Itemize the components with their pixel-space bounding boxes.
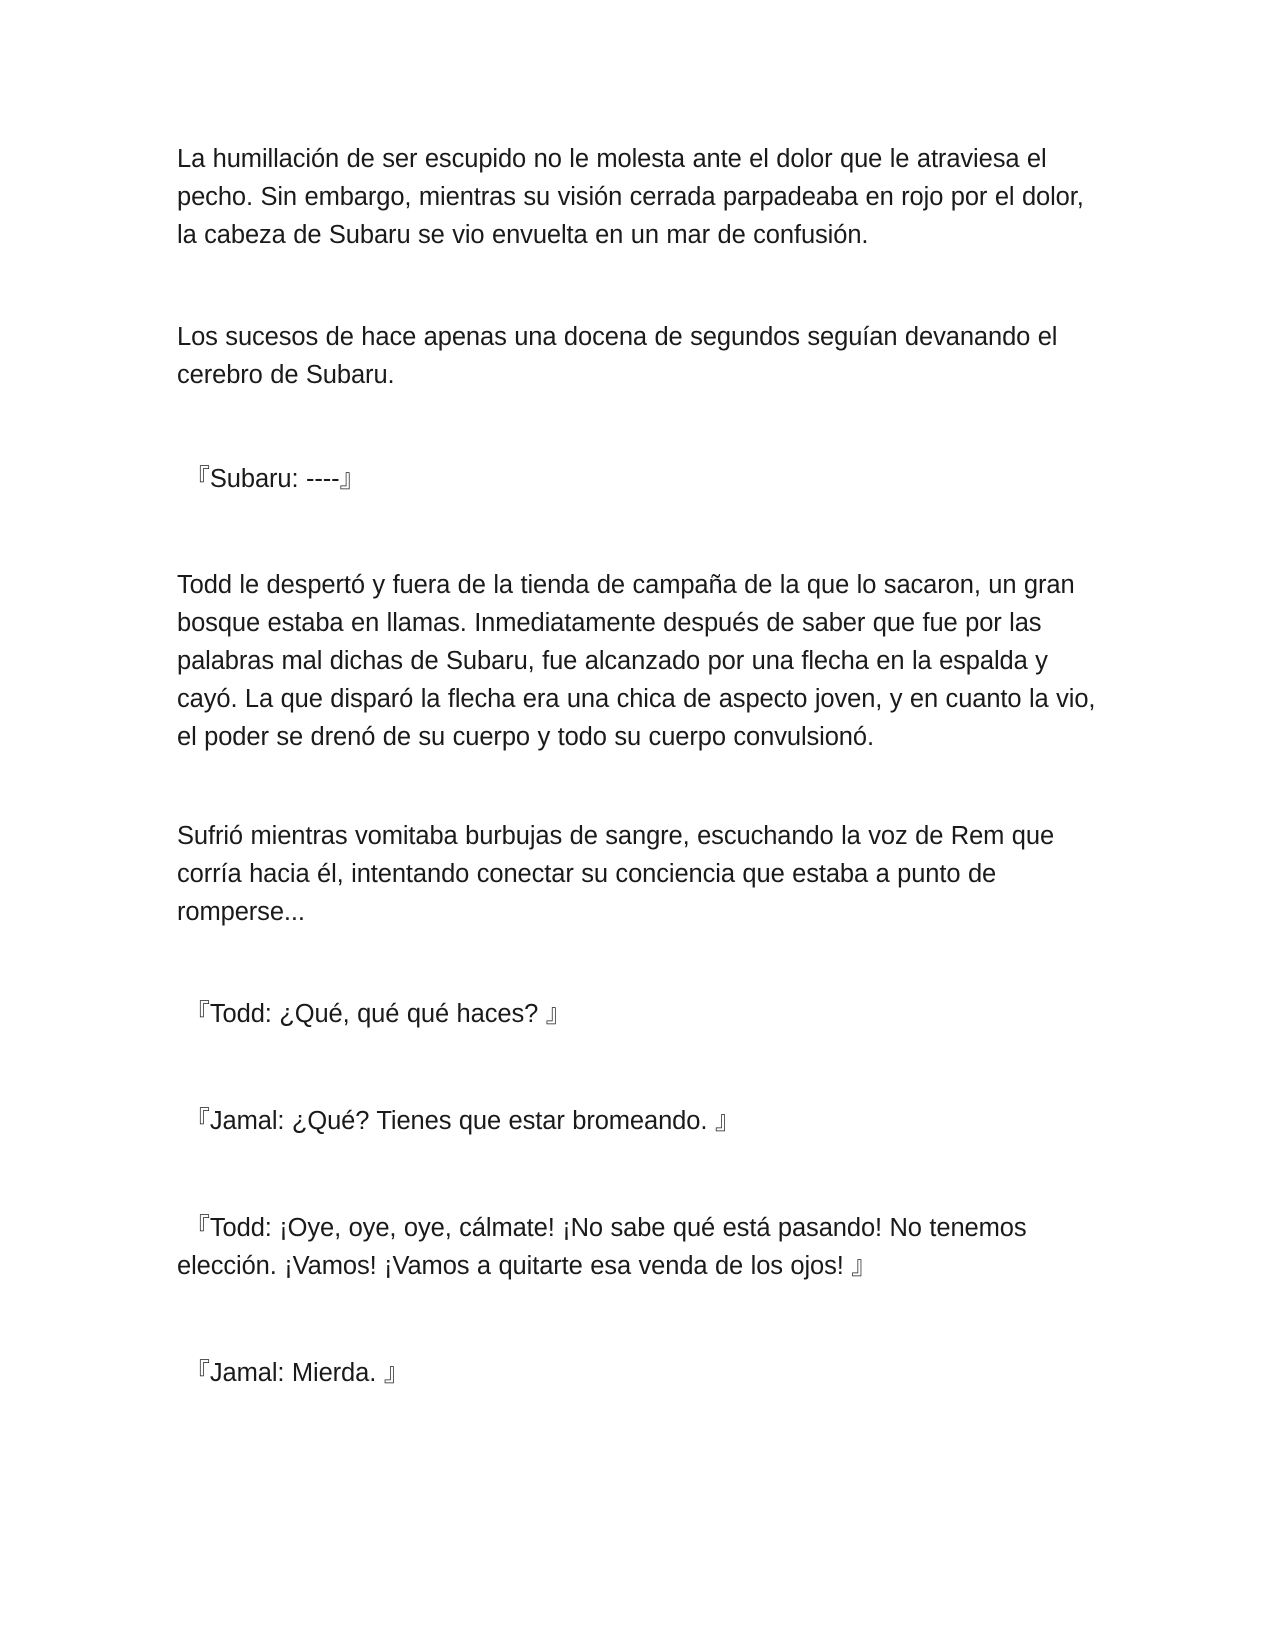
dialogue-jamal-2: 『Jamal: Mierda. 』 [177, 1359, 410, 1387]
dialogue-jamal-1: 『Jamal: ¿Qué? Tienes que estar bromeando. 』 [177, 1107, 741, 1135]
dialogue-todd-2: 『Todd: ¡Oye, oye, oye, cálmate! ¡No sabe qué está pasando! No tenemos elección. ¡Vamos! ¡Vamos a quitarte esa venda de los ojos! 』 [177, 1214, 1034, 1280]
dialogue-todd-1: 『Todd: ¿Qué, qué qué haces? 』 [177, 1000, 572, 1028]
paragraph-todd-woke: Todd le despertó y fuera de la tienda de campaña de la que lo sacaron, un gran bosque estaba en llamas. Inmediatamente después de saber que fue por las palabras mal dichas de Subaru, fue alcanzado por una flecha en la espalda y cayó. La que disparó la flecha era una chica de aspecto joven, y en cuanto la vio, el poder se drenó de su cuerpo y todo su cuerpo convulsionó. [177, 571, 1096, 751]
dialogue-subaru: 『Subaru: ----』 [177, 465, 365, 493]
paragraph-events: Los sucesos de hace apenas una docena de segundos seguían devanando el cerebro de Subaru. [177, 323, 1058, 389]
paragraph-suffered: Sufrió mientras vomitaba burbujas de sangre, escuchando la voz de Rem que corría hacia él, intentando conectar su conciencia que estaba a punto de romperse... [177, 822, 1055, 926]
paragraph-humiliation: La humillación de ser escupido no le molesta ante el dolor que le atraviesa el pecho. Sin embargo, mientras su visión cerrada parpadeaba en rojo por el dolor, la cabeza de Subaru se vio envuelta en un mar de confusión. [177, 145, 1084, 249]
